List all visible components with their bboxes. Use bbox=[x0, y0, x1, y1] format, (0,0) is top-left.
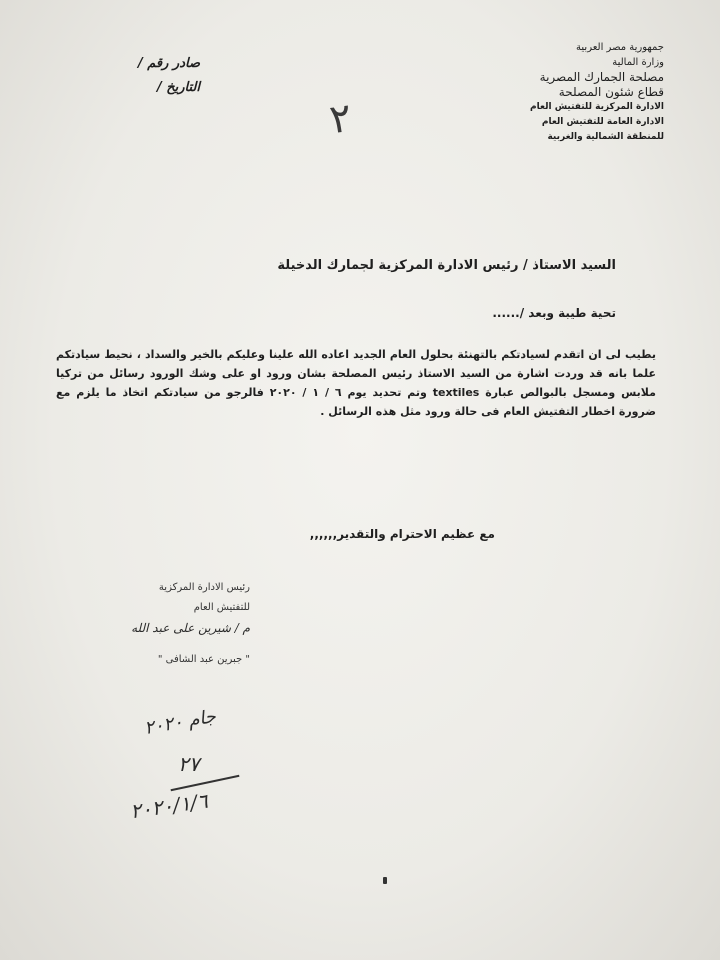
letter-body: يطيب لى ان اتقدم لسيادتكم بالتهنئة بحلول العام الجديد اعاده الله علينا وعليكم بالخير والسداد ، نحيط سيادتكم علما بانه قد وردت اشارة من السيد الاستاذ رئيس المصلحة بشان ورود او على وشك الورود رسائل من تركيا ملابس ومسجل بالبوالص عبارة textiles وتم تحديد يوم ٦ / ١ / ٢٠٢٠ فالرجو من سيادتكم اتخاذ ما يلزم مع ضرورة اخطار التفتيش العام فى حالة ورود مثل هذه الرسائل . bbox=[56, 348, 656, 418]
issue-number-label: صادر رقم / bbox=[137, 56, 200, 71]
page-mark bbox=[383, 877, 387, 884]
letterhead-line: وزارة المالية bbox=[612, 57, 664, 68]
handwritten-note-line: ٢٧ bbox=[178, 752, 200, 776]
issue-reference bbox=[40, 52, 200, 100]
handwritten-note bbox=[128, 705, 280, 842]
signature-title: رئيس الادارة المركزية bbox=[158, 582, 250, 593]
signature-block bbox=[30, 578, 250, 670]
signature-handwriting: م / شيرين على عبد الله bbox=[131, 621, 250, 635]
signatory-name: " جبرين عبد الشافى " bbox=[157, 654, 250, 665]
signature-subtitle: للتفتيش العام bbox=[193, 602, 250, 613]
letterhead-line: للمنطقة الشمالية والغربية bbox=[547, 132, 664, 142]
closing: مع عظيم الاحترام والتقدير,,,,,, bbox=[309, 527, 495, 541]
addressee: السيد الاستاذ / رئيس الادارة المركزية لجمارك الدخيلة bbox=[277, 258, 616, 273]
letterhead-line: الادارة العامة للتفتيش العام bbox=[541, 117, 664, 127]
letterhead-right bbox=[414, 40, 664, 145]
handwritten-note-line: ٢٠٢٠/١/٦ bbox=[128, 788, 210, 824]
greeting: تحية طيبة وبعد /...... bbox=[492, 306, 616, 320]
handwritten-note-line: جام ٢٠٢٠ bbox=[142, 705, 218, 740]
letterhead-line: مصلحة الجمارك المصرية bbox=[539, 70, 664, 84]
letterhead-line: الادارة المركزية للتفتيش العام bbox=[530, 102, 664, 112]
letterhead-line: جمهورية مصر العربية bbox=[576, 42, 664, 53]
handwritten-number: ٢ bbox=[326, 94, 355, 144]
issue-date-label: التاريخ / bbox=[156, 80, 200, 95]
letterhead-line: قطاع شئون المصلحة bbox=[558, 85, 664, 99]
